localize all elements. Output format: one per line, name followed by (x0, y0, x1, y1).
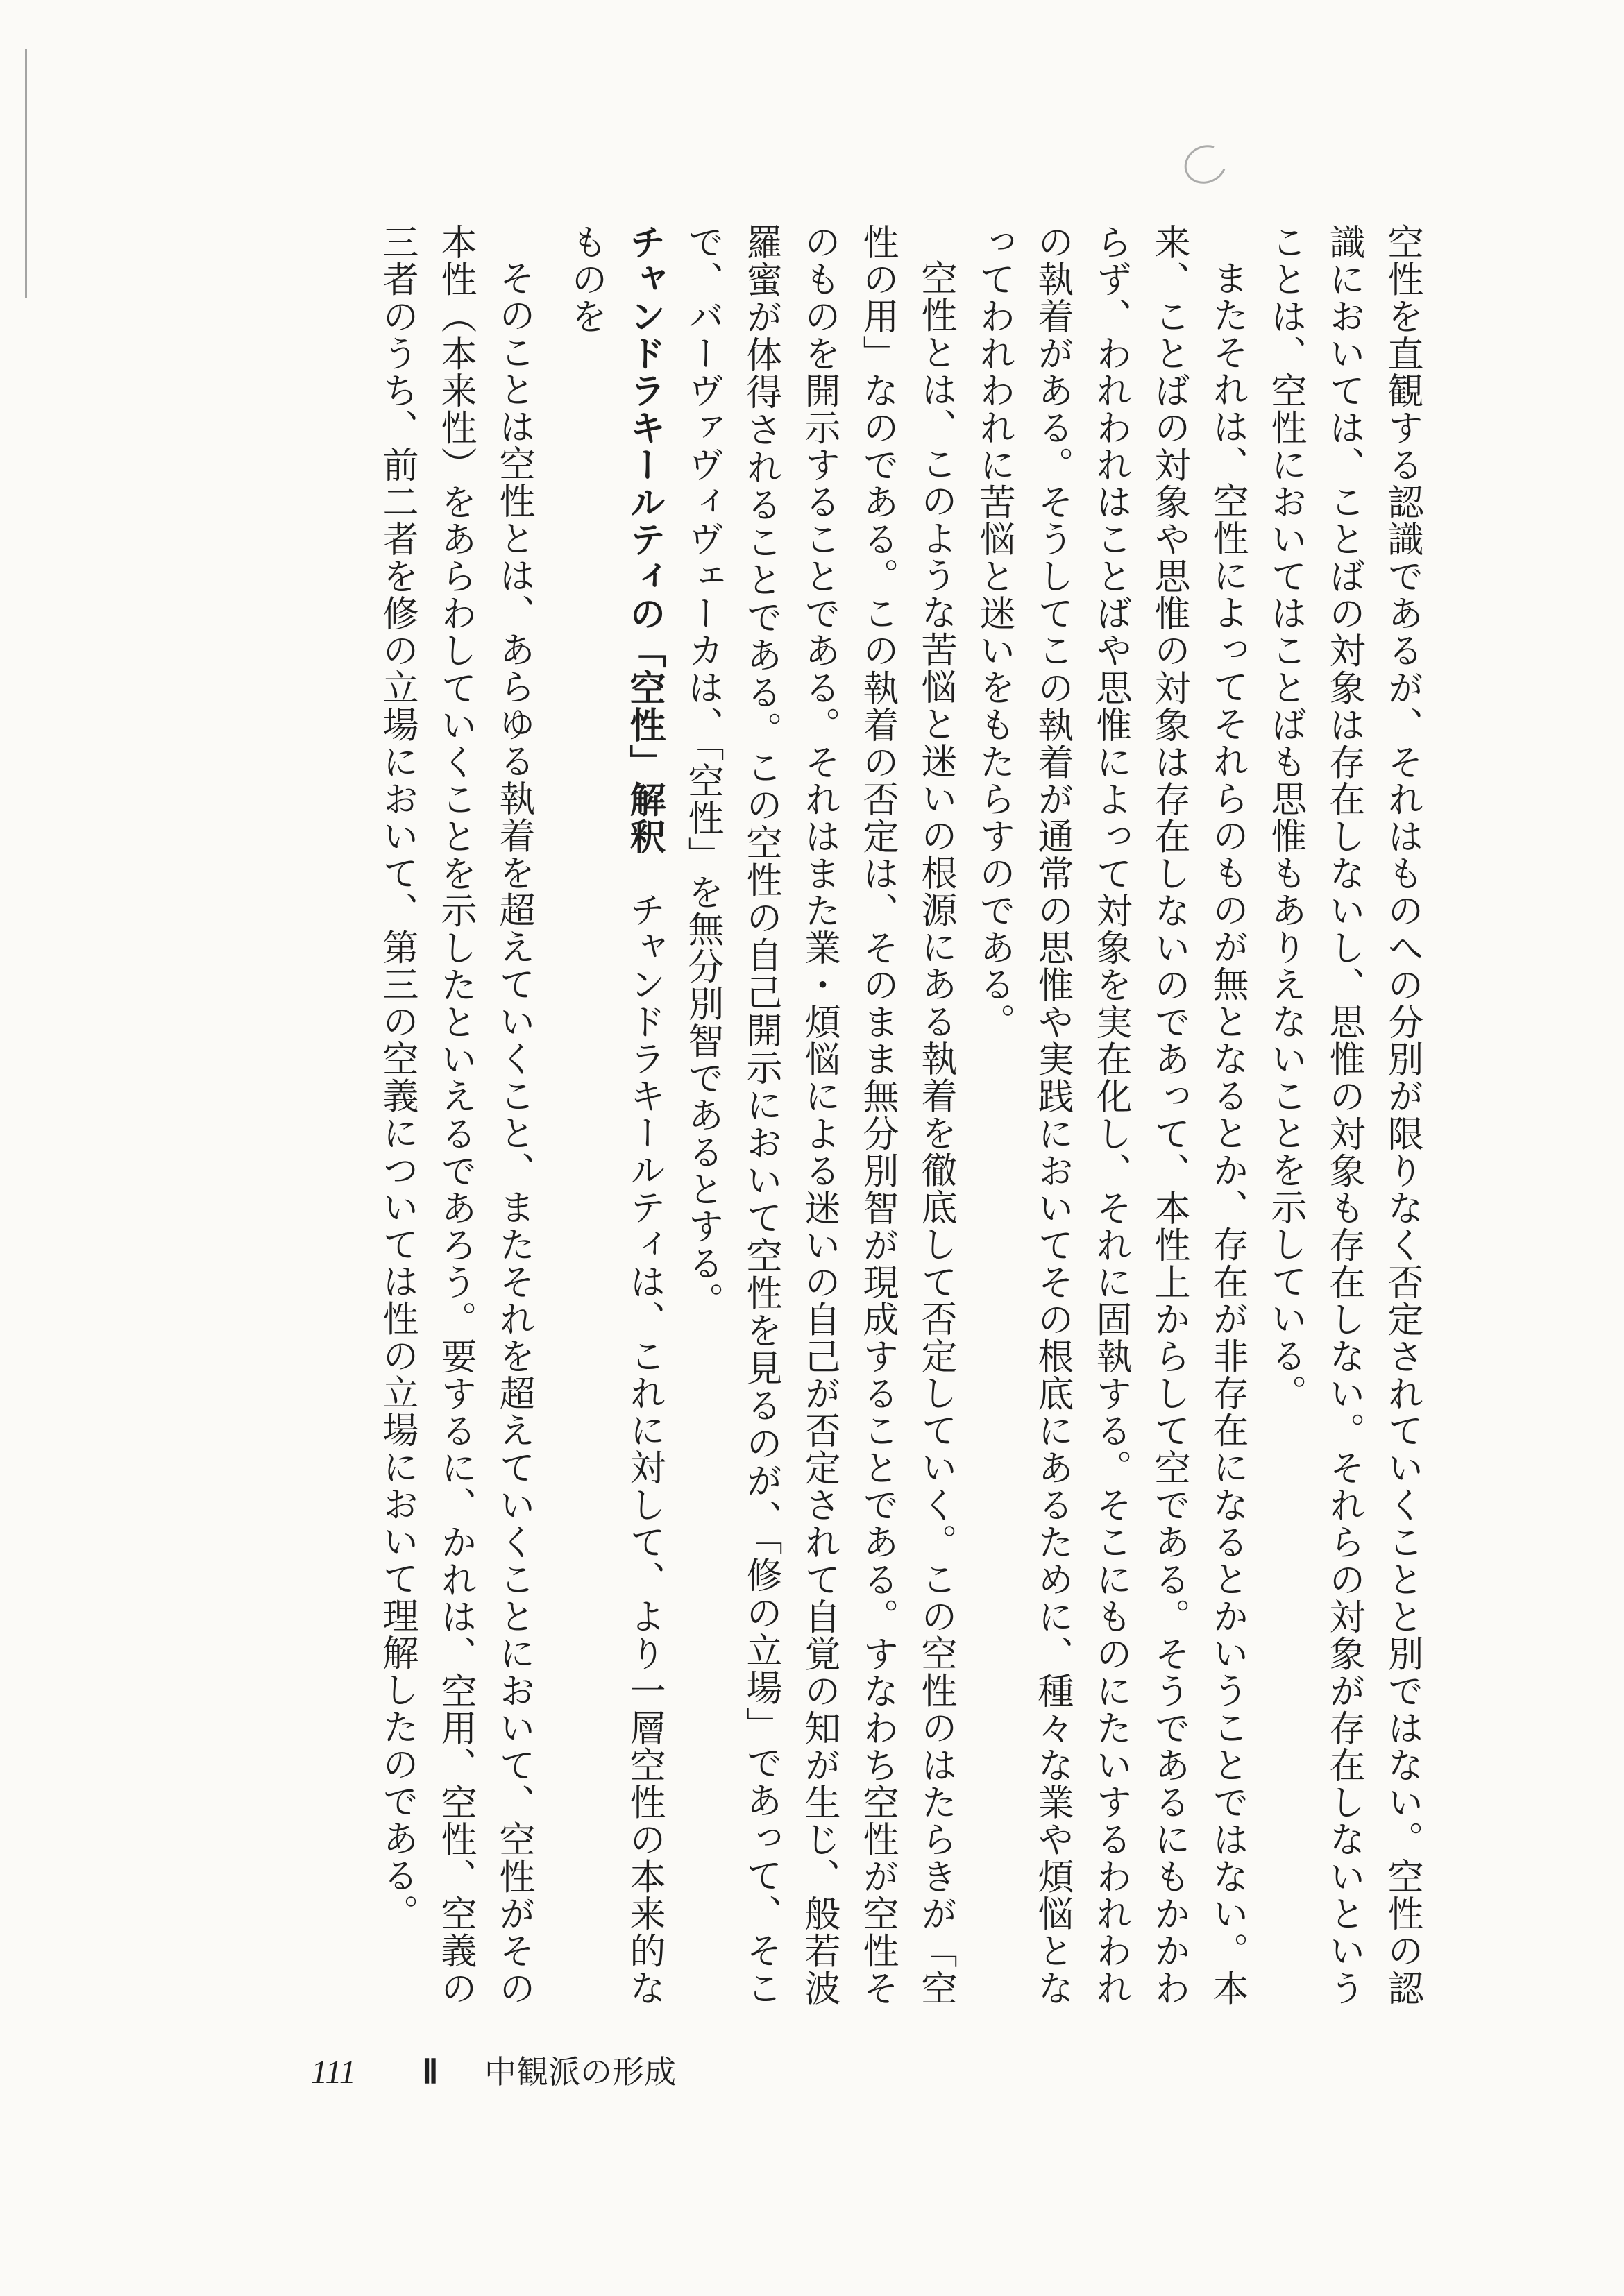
binding-edge-line (25, 49, 27, 298)
paragraph-3: 空性とは、このような苦悩と迷いの根源にある執着を徹底して否定していく。この空性のはたらきが「空性の用」なのである。この執着の否定は、そのまま無分別智が現成することである。すなわち空性が空性そのものを開示することである。それはまた業・煩悩による迷いの自己が否定されて自覚の知が生じ、般若波羅蜜が体得されることである。この空性の自己開示において空性を見るのが、「修の立場」であって、そこで、バーヴァヴィヴェーカは、「空性」を無分別智であるとする。 (682, 223, 956, 2007)
section-heading-line (557, 223, 673, 2007)
page-footer (311, 2047, 676, 2093)
paragraph-2: またそれは、空性によってそれらのものが無となるとか、存在が非存在になるとかいうことではない。本来、ことばの対象や思惟の対象は存在しないのであって、本性上からして空である。そうであるにもかかわらず、われわれはことばや思惟によって対象を実在化し、それに固執する。そこにものにたいするわれわれの執着がある。そうしてこの執着が通常の思惟や実践においてその根底にあるために、種々な業や煩悩となってわれわれに苦悩と迷いをもたらすのである。 (973, 223, 1248, 2007)
chapter-title: 中観派の形成 (484, 2053, 676, 2091)
paragraph-1: 空性を直観する認識であるが、それはものへの分別が限りなく否定されていくことと別ではない。空性の認識においては、ことばの対象は存在しないし、思惟の対象も存在しない。それらの対象が存在しないということは、空性においてはことばも思惟もありえないことを示している。 (1264, 223, 1423, 2007)
part-numeral: Ⅱ (422, 2054, 439, 2091)
section-paragraph: そのことは空性とは、あらゆる執着を超えていくこと、またそれを超えていくことにおいて、空性がその本性（本来性）をあらわしていくことを示したといえるであろう。要するに、かれは、空用、空性、空義の三者のうち、前二者を修の立場において、第三の空義については性の立場において理解したのである。 (376, 223, 534, 2007)
section-lead-text: チャンドラキールティは、これに対して、より一層空性の本来的なものを (565, 223, 665, 2007)
vertical-body-text (368, 223, 1431, 2007)
page-number: 111 (311, 2054, 356, 2091)
stray-pen-mark (1178, 138, 1233, 190)
section-title: チャンドラキールティの「空性」解釈 (623, 223, 665, 856)
